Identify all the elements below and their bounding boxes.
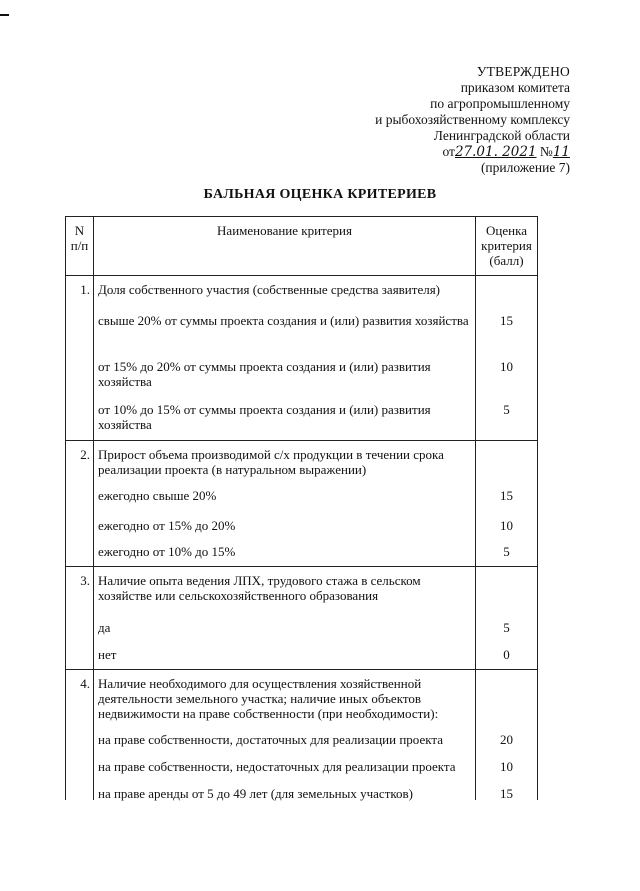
approval-date-line: [375, 144, 570, 160]
criterion-option: на праве собственности, недостаточных для реализации проекта: [98, 759, 456, 774]
criterion-cell: [94, 276, 476, 441]
criterion-title: Доля собственного участия (собственные средства заявителя): [98, 282, 441, 297]
criterion-title: Наличие необходимого для осуществления хозяйственной деятельности земельного участка; наличие иных объектов недвижимости на праве собственности (при необходимости):: [98, 676, 439, 721]
approval-line-4: Ленинградской области: [433, 128, 570, 143]
criterion-cell: [94, 567, 476, 670]
score-value: 10: [500, 759, 513, 774]
criteria-table: [65, 216, 538, 800]
score-value: 10: [500, 518, 513, 533]
approval-line-3: и рыбохозяйственному комплексу: [375, 112, 570, 127]
header-score-line3: (балл): [489, 253, 524, 268]
score-value: 5: [503, 544, 510, 559]
page-edge-mark: [0, 14, 9, 16]
header-number-line1: N: [74, 223, 85, 238]
handwritten-number: 11: [552, 144, 570, 160]
score-value: 5: [503, 402, 510, 417]
row-number: 1.: [66, 276, 94, 441]
table-row: [66, 567, 538, 670]
criterion-option: на праве собственности, достаточных для реализации проекта: [98, 732, 443, 747]
criterion-cell: [94, 441, 476, 567]
table-row: [66, 670, 538, 801]
score-value: 15: [500, 786, 513, 801]
table-header-row: [66, 217, 538, 276]
header-score: [476, 217, 538, 276]
score-cell: [476, 276, 538, 441]
score-value: 15: [500, 313, 513, 328]
row-number: 3.: [66, 567, 94, 670]
score-value: 20: [500, 732, 513, 747]
handwritten-date: 27.01. 2021: [454, 144, 537, 160]
document-title: БАЛЬНАЯ ОЦЕНКА КРИТЕРИЕВ: [203, 187, 437, 202]
table-row: [66, 276, 538, 441]
criterion-option: да: [98, 620, 111, 635]
approval-stamp-block: [375, 64, 570, 176]
header-score-line2: критерия: [481, 238, 532, 253]
number-label: №: [539, 144, 553, 159]
score-cell: [476, 441, 538, 567]
table-row: [66, 441, 538, 567]
score-value: 5: [503, 620, 510, 635]
score-value: 15: [500, 488, 513, 503]
approval-line-1: приказом комитета: [460, 80, 570, 95]
header-score-line1: Оценка: [486, 223, 527, 238]
approved-heading: УТВЕРЖДЕНО: [476, 64, 570, 79]
criterion-option: свыше 20% от суммы проекта создания и (или) развития хозяйства: [98, 313, 469, 328]
criterion-option: ежегодно от 15% до 20%: [98, 518, 236, 533]
criterion-option: ежегодно от 10% до 15%: [98, 544, 236, 559]
criterion-option: ежегодно свыше 20%: [98, 488, 217, 503]
score-cell: [476, 567, 538, 670]
criterion-title: Наличие опыта ведения ЛПХ, трудового стажа в сельском хозяйстве или сельскохозяйственного образования: [98, 573, 421, 603]
row-number: 4.: [66, 670, 94, 801]
header-number: [66, 217, 94, 276]
score-value: 0: [503, 647, 510, 662]
appendix-label: (приложение 7): [480, 160, 570, 175]
from-label: от: [442, 144, 455, 159]
criterion-option: на праве аренды от 5 до 49 лет (для земельных участков): [98, 786, 413, 801]
criterion-title: Прирост объема производимой с/х продукции в течении срока реализации проекта (в натуральном выражении): [98, 447, 444, 477]
criterion-option: от 10% до 15% от суммы проекта создания и (или) развития хозяйства: [98, 402, 431, 432]
score-value: 10: [500, 359, 513, 374]
score-cell: [476, 670, 538, 801]
row-number: 2.: [66, 441, 94, 567]
criterion-cell: [94, 670, 476, 801]
criterion-option: нет: [98, 647, 117, 662]
criterion-option: от 15% до 20% от суммы проекта создания и (или) развития хозяйства: [98, 359, 431, 389]
header-name: Наименование критерия: [94, 217, 476, 276]
approval-line-2: по агропромышленному: [430, 96, 570, 111]
header-number-line2: п/п: [70, 238, 89, 253]
